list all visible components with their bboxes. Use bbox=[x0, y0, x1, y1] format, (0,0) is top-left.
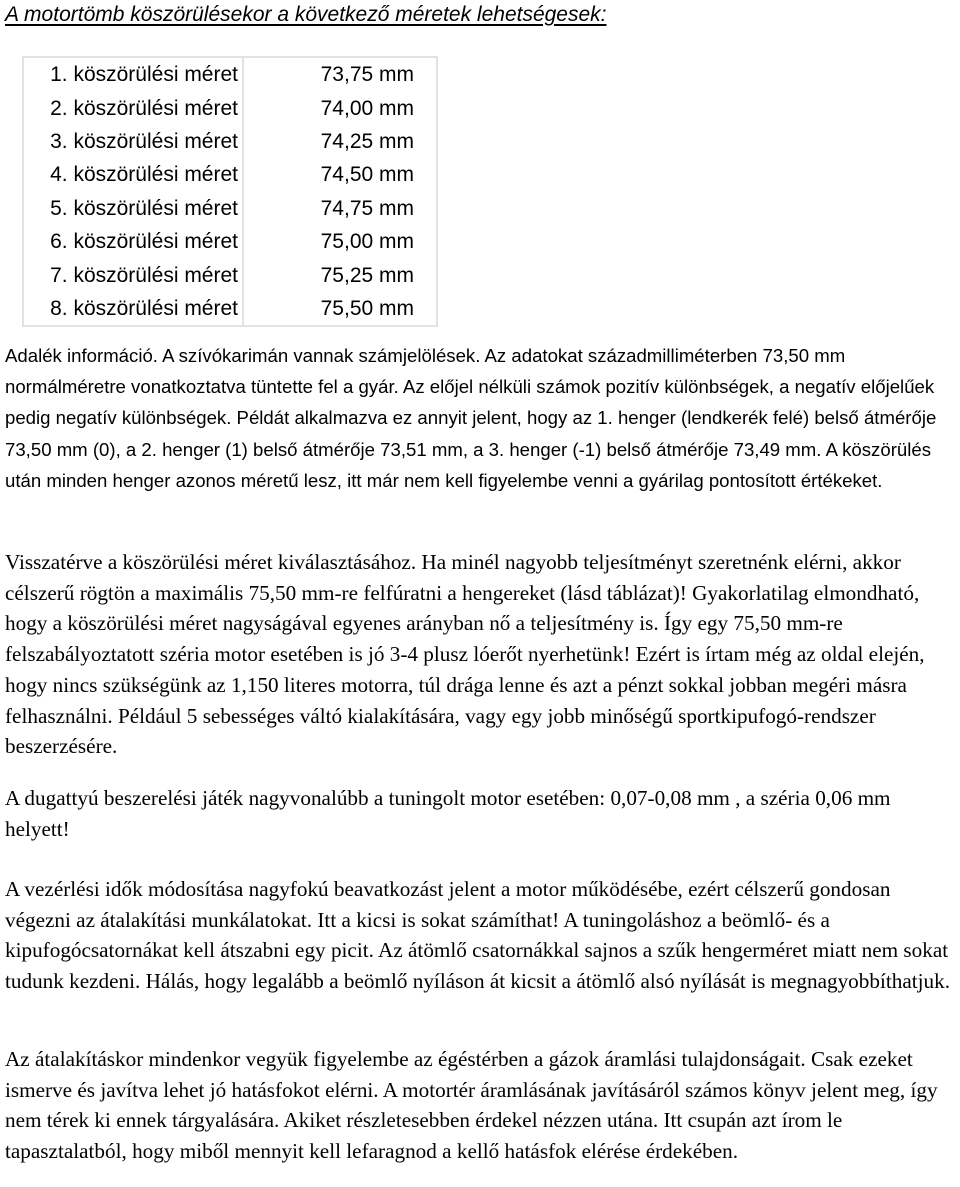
size-label: 3. köszörülési méret bbox=[23, 125, 243, 158]
page-heading: A motortömb köszörülésekor a következő méretek lehetségesek: bbox=[5, 3, 607, 26]
table-row bbox=[23, 91, 437, 124]
size-value: 74,25 mm bbox=[243, 125, 437, 158]
size-value: 73,75 mm bbox=[243, 57, 437, 91]
grinding-size-table bbox=[22, 56, 438, 327]
table-row bbox=[23, 258, 437, 291]
size-value: 75,25 mm bbox=[243, 258, 437, 291]
size-value: 74,00 mm bbox=[243, 91, 437, 124]
size-value: 74,75 mm bbox=[243, 192, 437, 225]
size-label: 4. köszörülési méret bbox=[23, 158, 243, 191]
paragraph-size-selection: Visszatérve a köszörülési méret kiválasztásához. Ha minél nagyobb teljesítményt szeretnénk elérni, akkor célszerű rögtön a maximális 75,50 mm-re felfúratni a hengereket (lásd táblázat)! Gyakorlatilag elmondható, hogy a köszörülési méret nagyságával egyenes arányban nő a teljesítmény is. Így egy 75,50 mm-re felszabályoztatott széria motor esetében is jó 3-4 plusz lóerőt nyerhetünk! Ezért is írtam még az oldal elején, hogy nincs szükségünk az 1,150 literes motorra, túl drága lenne és azt a pénzt sokkal jobban megéri másra felhasználni. Például 5 sebességes váltó kialakítására, vagy egy jobb minőségű sportkipufogó-rendszer beszerzésére. bbox=[5, 550, 925, 759]
table-row bbox=[23, 57, 437, 91]
size-label: 7. köszörülési méret bbox=[23, 258, 243, 291]
paragraph-additional-info: Adalék információ. A szívókarimán vannak számjelölések. Az adatokat századmilliméterben 73,50 mm normálméretre vonatkoztatva tüntette fel a gyár. Az előjel nélküli számok pozitív különbségek, a negatív előjelűek pedig negatív különbségek. Példát alkalmazva ez annyit jelent, hogy az 1. henger (lendkerék felé) belső átmérője 73,50 mm (0), a 2. henger (1) belső átmérője 73,51 mm, a 3. henger (-1) belső átmérője 73,49 mm. A köszörülés után minden henger azonos méretű lesz, itt már nem kell figyelembe venni a gyárilag pontosított értékeket. bbox=[5, 345, 937, 491]
paragraph-piston-clearance: A dugattyú beszerelési játék nagyvonalúbb a tuningolt motor esetében: 0,07-0,08 mm , a széria 0,06 mm helyett! bbox=[5, 786, 891, 841]
table-row bbox=[23, 125, 437, 158]
size-label: 2. köszörülési méret bbox=[23, 91, 243, 124]
size-label: 1. köszörülési méret bbox=[23, 57, 243, 91]
size-value: 75,00 mm bbox=[243, 225, 437, 258]
size-value: 74,50 mm bbox=[243, 158, 437, 191]
size-value: 75,50 mm bbox=[243, 292, 437, 326]
table-row bbox=[23, 225, 437, 258]
table-row bbox=[23, 192, 437, 225]
table-row bbox=[23, 292, 437, 326]
size-label: 5. köszörülési méret bbox=[23, 192, 243, 225]
size-label: 6. köszörülési méret bbox=[23, 225, 243, 258]
size-label: 8. köszörülési méret bbox=[23, 292, 243, 326]
paragraph-timing-modification: A vezérlési idők módosítása nagyfokú beavatkozást jelent a motor működésébe, ezért célszerű gondosan végezni az átalakítási munkálatokat. Itt a kicsi is sokat számíthat! A tuningoláshoz a beömlő- és a kipufogócsatornákat kell átszabni egy picit. Az átömlő csatornákkal sajnos a szűk hengerméret miatt nem sokat tudunk kezdeni. Hálás, hogy legalább a beömlő nyíláson át kicsit a átömlő alsó nyílását is megnagyobbíthatjuk. bbox=[5, 877, 950, 994]
paragraph-flow-properties: Az átalakításkor mindenkor vegyük figyelembe az égéstérben a gázok áramlási tulajdonságait. Csak ezeket ismerve és javítva lehet jó hatásfokot elérni. A motortér áramlásának javításáról számos könyv jelent meg, így nem térek ki ennek tárgyalására. Akiket részletesebben érdekel nézzen utána. Itt csupán azt írom le tapasztalatból, hogy miből mennyit kell lefaragnod a kellő hatásfok elérése érdekében. bbox=[5, 1047, 938, 1164]
table-row bbox=[23, 158, 437, 191]
